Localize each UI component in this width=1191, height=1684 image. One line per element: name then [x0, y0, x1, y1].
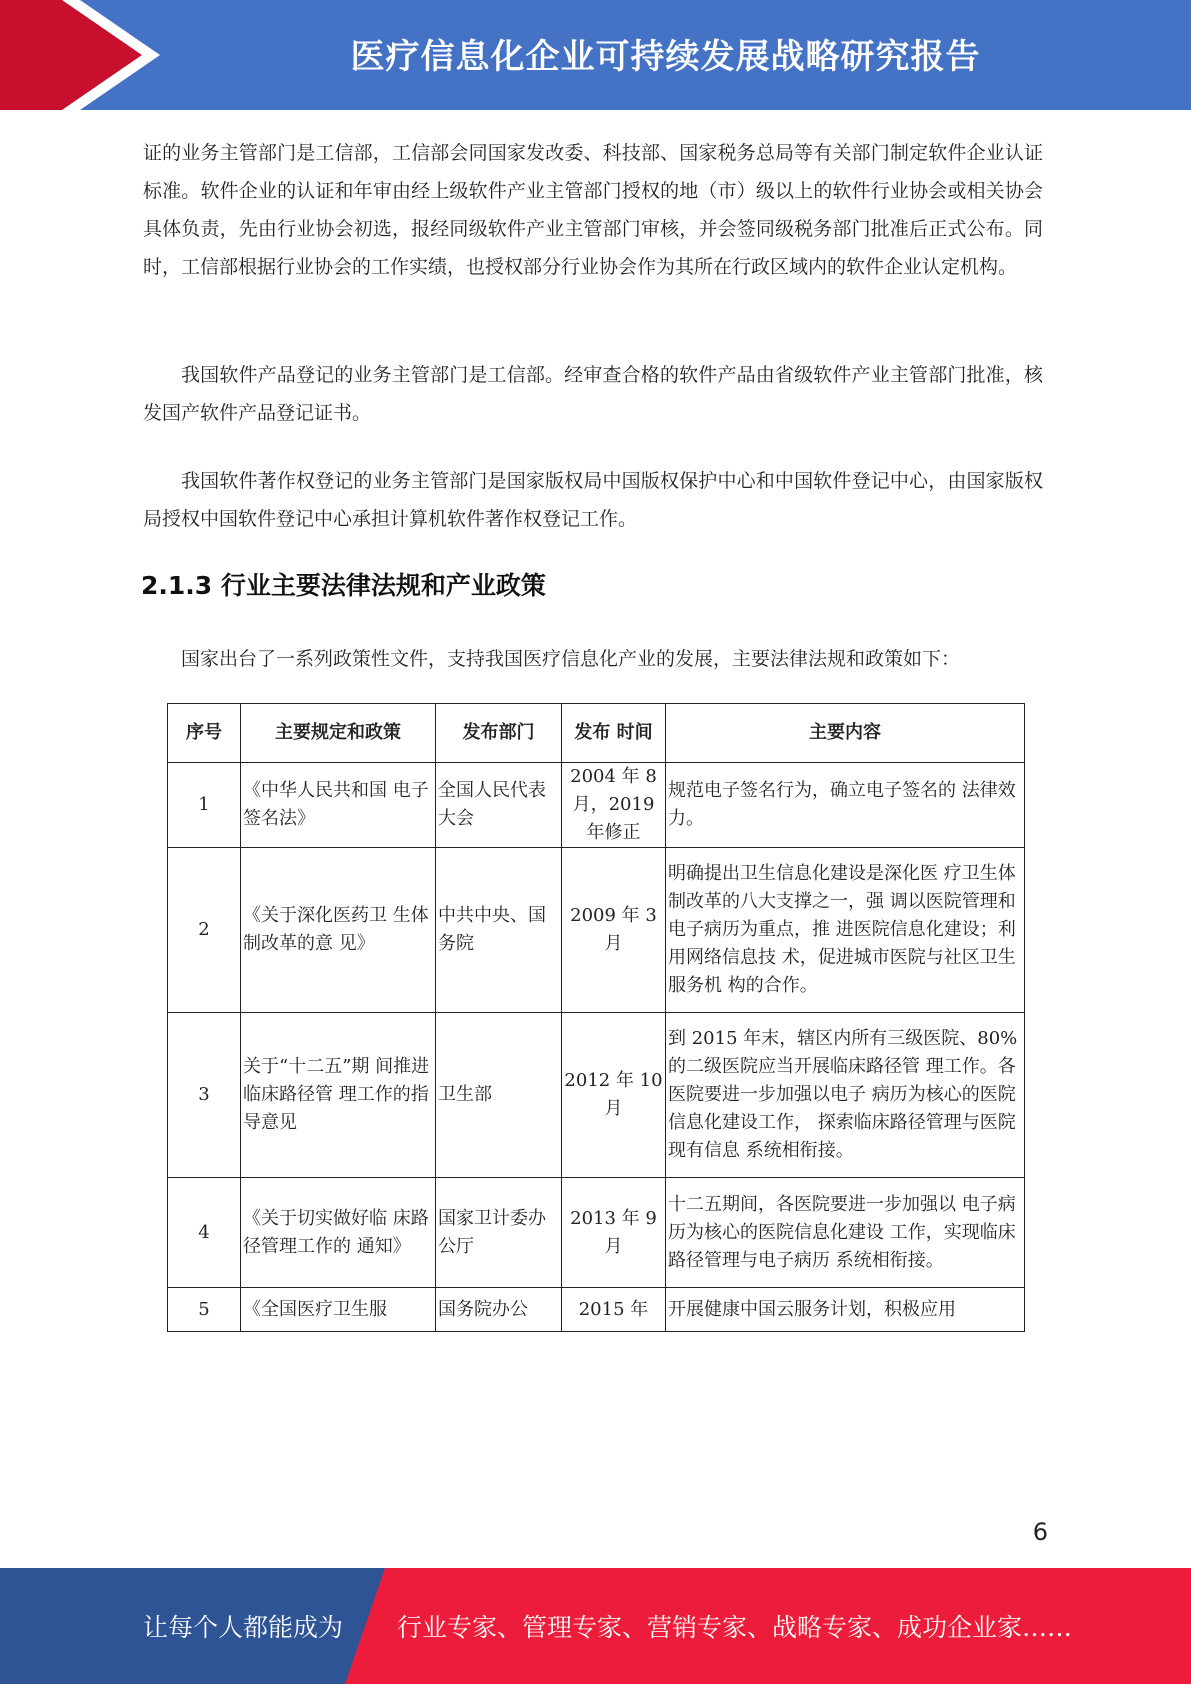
- row-date: 2012 年 10 月: [562, 1013, 666, 1178]
- row-date: 2004 年 8 月，2019 年修正: [562, 763, 666, 848]
- row-department: 国家卫计委办公厅: [436, 1178, 562, 1288]
- header-index: 序号: [168, 704, 241, 763]
- row-policy: 《中华人民共和国 电子签名法》: [241, 763, 436, 848]
- footer-slogan-left: 让每个人都能成为: [143, 1613, 344, 1642]
- policy-table: [167, 703, 1025, 1332]
- header-policy: 主要规定和政策: [241, 704, 436, 763]
- header-date: 发布 时间: [562, 704, 666, 763]
- row-department: 卫生部: [436, 1013, 562, 1178]
- row-content: 规范电子签名行为，确立电子签名的 法律效力。: [666, 763, 1025, 848]
- paragraph-product-registration: 我国软件产品登记的业务主管部门是工信部。经审查合格的软件产品由省级软件产业主管部门批准，核发国产软件产品登记证书。: [143, 364, 1043, 424]
- row-department: 中共中央、国务院: [436, 848, 562, 1013]
- row-date: 2013 年 9 月: [562, 1178, 666, 1288]
- paragraph-copyright-registration: 我国软件著作权登记的业务主管部门是国家版权局中国版权保护中心和中国软件登记中心，由国家版权局授权中国软件登记中心承担计算机软件著作权登记工作。: [143, 470, 1043, 530]
- section-heading: 2.1.3 行业主要法律法规和产业政策: [141, 571, 546, 600]
- table-header-row: [168, 704, 1025, 763]
- table-row: [168, 1178, 1025, 1288]
- row-index: 3: [168, 1013, 241, 1178]
- row-policy: 《全国医疗卫生服: [241, 1288, 436, 1332]
- paragraph-certification: 证的业务主管部门是工信部，工信部会同国家发改委、科技部、国家税务总局等有关部门制定软件企业认证标准。软件企业的认证和年审由经上级软件产业主管部门授权的地（市）级以上的软件行业协会或相关协会具体负责，先由行业协会初选，报经同级软件产业主管部门审核，并会签同级税务部门批准后正式公布。同时，工信部根据行业协会的工作实绩，也授权部分行业协会作为其所在行政区域内的软件企业认定机构。: [143, 142, 1043, 278]
- row-department: 国务院办公: [436, 1288, 562, 1332]
- row-date: 2009 年 3 月: [562, 848, 666, 1013]
- row-content: 开展健康中国云服务计划，积极应用: [666, 1288, 1025, 1332]
- row-index: 4: [168, 1178, 241, 1288]
- table-row: [168, 1013, 1025, 1178]
- row-department: 全国人民代表大会: [436, 763, 562, 848]
- row-index: 1: [168, 763, 241, 848]
- header-content: 主要内容: [666, 704, 1025, 763]
- row-index: 2: [168, 848, 241, 1013]
- row-policy: 关于“十二五”期 间推进临床路径管 理工作的指导意见: [241, 1013, 436, 1178]
- header-department: 发布部门: [436, 704, 562, 763]
- row-content: 到 2015 年末，辖区内所有三级医院、80%的二级医院应当开展临床路径管 理工作。各医院要进一步加强以电子 病历为核心的医院信息化建设工作， 探索临床路径管理与医院现有信息 系统相衔接。: [666, 1013, 1025, 1178]
- page-header: [0, 0, 1191, 110]
- page-number: 6: [1032, 1518, 1048, 1546]
- page-footer: [0, 1568, 1191, 1684]
- table-row: [168, 763, 1025, 848]
- footer-slogan-right: 行业专家、管理专家、营销专家、战略专家、成功企业家……: [397, 1613, 1073, 1642]
- row-content: 十二五期间，各医院要进一步加强以 电子病历为核心的医院信息化建设 工作，实现临床路径管理与电子病历 系统相衔接。: [666, 1178, 1025, 1288]
- report-title: 医疗信息化企业可持续发展战略研究报告: [350, 36, 981, 77]
- row-policy: 《关于切实做好临 床路径管理工作的 通知》: [241, 1178, 436, 1288]
- row-policy: 《关于深化医药卫 生体制改革的意 见》: [241, 848, 436, 1013]
- table-row: [168, 1288, 1025, 1332]
- table-row: [168, 848, 1025, 1013]
- section-intro: 国家出台了一系列政策性文件，支持我国医疗信息化产业的发展，主要法律法规和政策如下：: [181, 648, 961, 670]
- row-index: 5: [168, 1288, 241, 1332]
- row-content: 明确提出卫生信息化建设是深化医 疗卫生体制改革的八大支撑之一，强 调以医院管理和电子病历为重点，推 进医院信息化建设；利用网络信息技 术，促进城市医院与社区卫生服务机 构的合作。: [666, 848, 1025, 1013]
- row-date: 2015 年: [562, 1288, 666, 1332]
